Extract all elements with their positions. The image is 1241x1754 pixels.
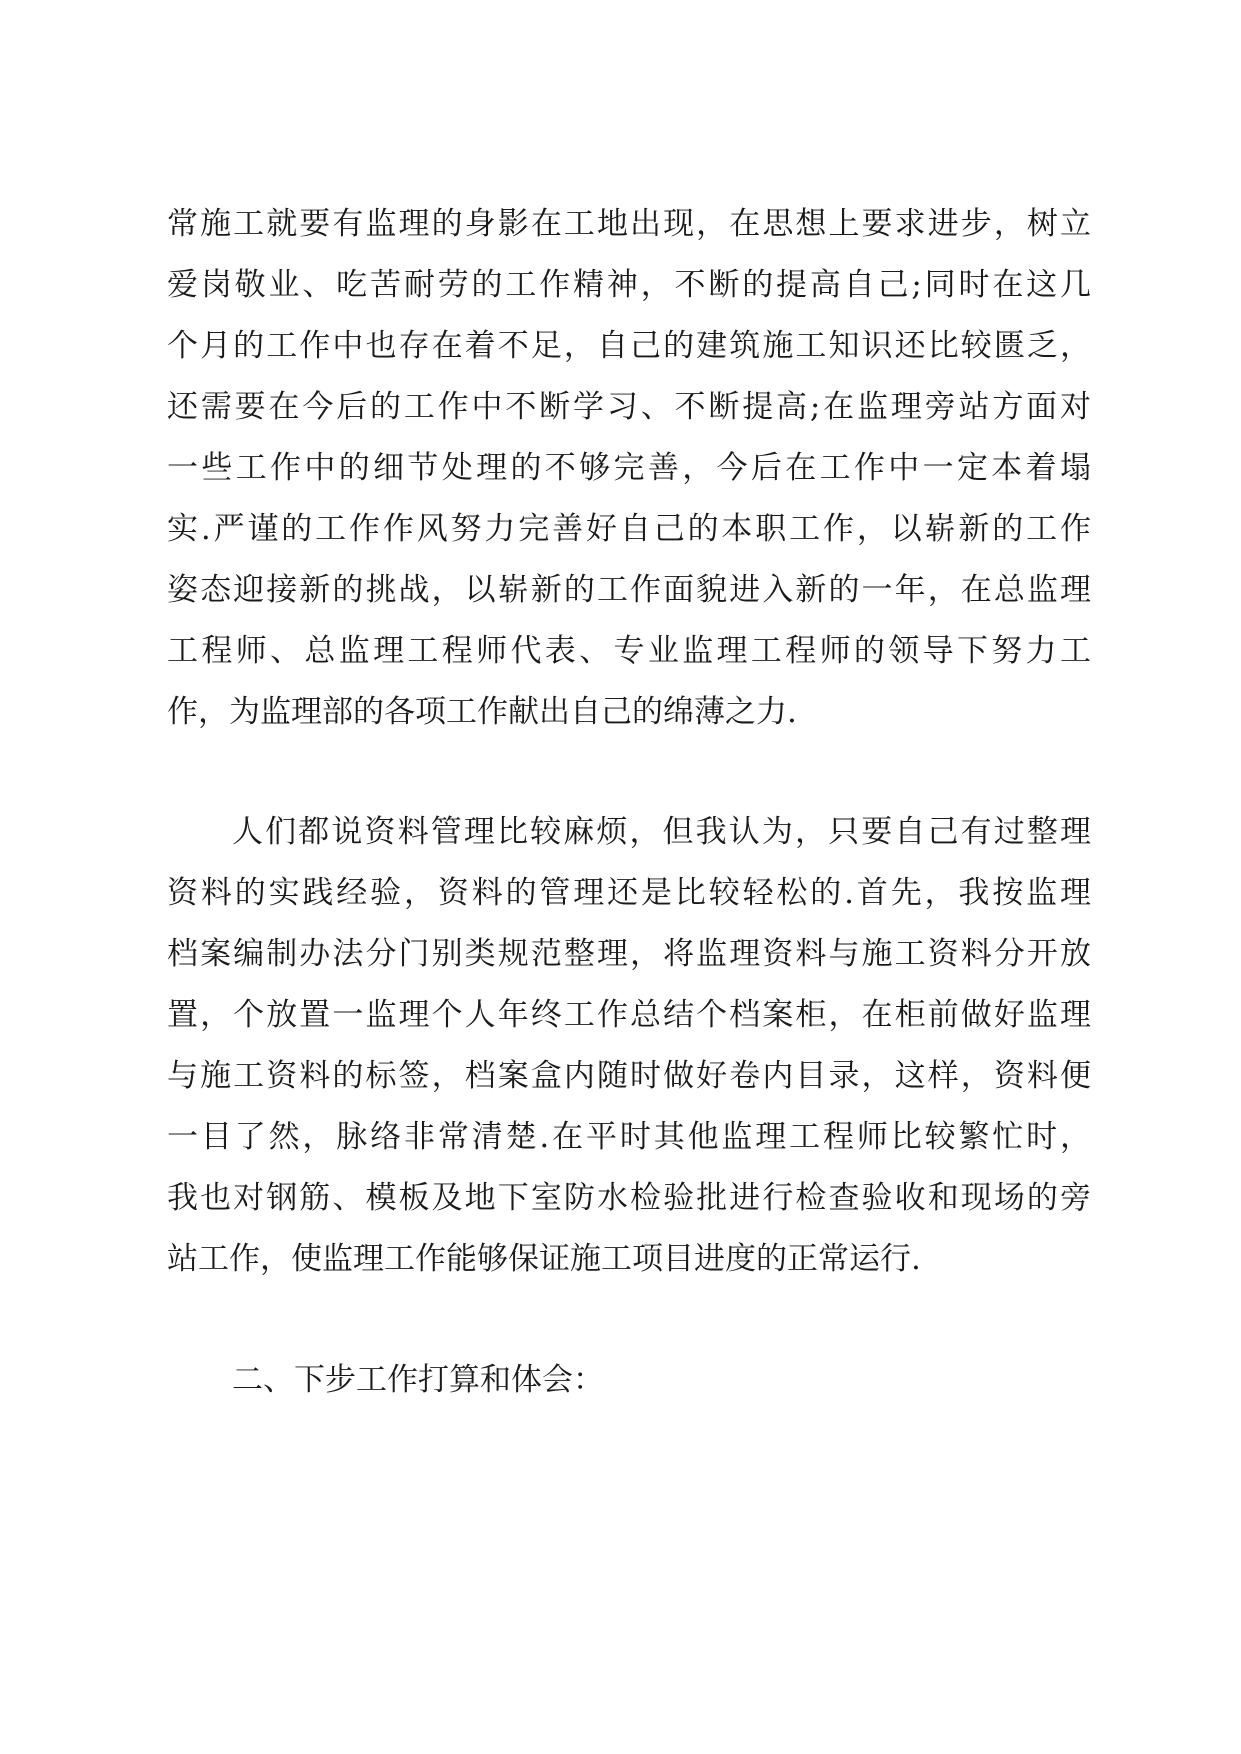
text-line: 爱岗敬业、吃苦耐劳的工作精神，不断的提高自己;同时在这几: [167, 267, 1091, 303]
text-line: 还需要在今后的工作中不断学习、不断提高;在监理旁站方面对: [167, 389, 1091, 425]
text-line: 与施工资料的标签，档案盒内随时做好卷内目录，这样，资料便: [167, 1058, 1091, 1094]
text-line: 实.严谨的工作作风努力完善好自己的本职工作，以崭新的工作: [167, 511, 1091, 547]
text-line: 作，为监理部的各项工作献出自己的绵薄之力.: [167, 694, 797, 730]
section-heading: 二、下步工作打算和体会：: [232, 1362, 604, 1398]
text-line: 姿态迎接新的挑战，以崭新的工作面貌进入新的一年，在总监理: [167, 572, 1091, 608]
text-line: 常施工就要有监理的身影在工地出现，在思想上要求进步，树立: [167, 206, 1091, 242]
text-line: 站工作，使监理工作能够保证施工项目进度的正常运行.: [167, 1241, 921, 1277]
text-line: 一目了然，脉络非常清楚.在平时其他监理工程师比较繁忙时，: [167, 1119, 1091, 1155]
text-line: 工程师、总监理工程师代表、专业监理工程师的领导下努力工: [167, 633, 1091, 669]
text-line: 我也对钢筋、模板及地下室防水检验批进行检查验收和现场的旁: [167, 1180, 1091, 1216]
text-line: 置，个放置一监理个人年终工作总结个档案柜，在柜前做好监理: [167, 997, 1091, 1033]
text-line: 一些工作中的细节处理的不够完善，今后在工作中一定本着塌: [167, 450, 1091, 486]
text-line: 人们都说资料管理比较麻烦，但我认为，只要自己有过整理: [232, 814, 1091, 850]
text-line: 档案编制办法分门别类规范整理，将监理资料与施工资料分开放: [167, 936, 1091, 972]
text-line: 个月的工作中也存在着不足，自己的建筑施工知识还比较匮乏，: [167, 328, 1091, 364]
text-line: 资料的实践经验，资料的管理还是比较轻松的.首先，我按监理: [167, 875, 1091, 911]
